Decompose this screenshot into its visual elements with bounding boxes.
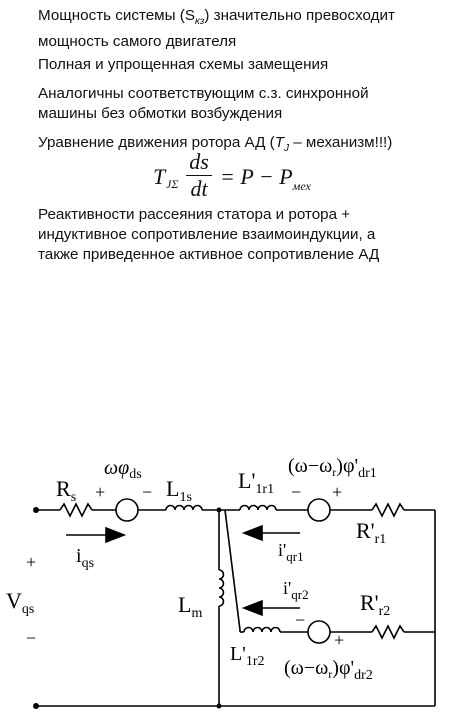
label-top-source: $(\omega-\omega_r)\varphi'_{dr1}$ — [288, 455, 377, 481]
eq-numerator: ds — [189, 149, 209, 174]
eq-rhs-text: = P − P — [220, 164, 293, 189]
eq-T: T — [153, 164, 166, 189]
p1-text-end: ) значительно превосходит — [204, 7, 395, 24]
source-top-rotor — [308, 499, 330, 521]
inductor-l1s — [166, 506, 202, 511]
label-top-src-minus: − — [291, 482, 302, 502]
terminal-bottom — [33, 703, 39, 709]
p3-line1: Аналогичны соответствующим с.з. синхронной — [38, 85, 369, 102]
p4-text: Уравнение движения ротора АД ( — [38, 134, 275, 151]
rotor-motion-equation — [150, 150, 390, 202]
label-vqs: $V_{qs}$ — [6, 588, 35, 617]
label-bottom-src-minus: − — [295, 610, 306, 630]
p5-line1: Реактивности рассеяния статора и ротора + — [38, 206, 351, 223]
resistor-rr1 — [372, 504, 404, 516]
label-rs: $R_s$ — [56, 476, 77, 505]
label-vqs-plus: + — [26, 552, 37, 572]
equivalent-circuit-diagram — [0, 430, 451, 719]
label-rr1: $R'_{r1}$ — [356, 518, 387, 547]
node-top — [217, 508, 222, 513]
label-rr2: $R'_{r2}$ — [360, 590, 391, 619]
label-rs-plus: + — [95, 482, 106, 502]
p4-T: T — [274, 134, 285, 151]
eq-rhs-sub: мех — [292, 179, 311, 193]
label-l1s: $L_{1s}$ — [166, 476, 192, 505]
label-iqs: $i_{qs}$ — [76, 545, 95, 571]
wire-diagonal-lower — [225, 510, 240, 630]
arrow-iqs-head — [106, 528, 124, 542]
paragraph-reactances — [38, 205, 444, 265]
label-iqr1: $i'_{qr1}$ — [278, 540, 304, 564]
label-src-minus: − — [142, 482, 153, 502]
eq-rhs — [220, 164, 311, 194]
p5-line3: также приведенное активное сопротивление АД — [38, 246, 380, 263]
inductor-l1r2 — [244, 628, 280, 633]
terminal-top — [33, 507, 39, 513]
label-iqr2: $i'_{qr2}$ — [283, 578, 309, 602]
resistor-rs — [60, 504, 92, 516]
arrow-iqr2-head — [244, 601, 262, 615]
p4-Tsub: J — [284, 143, 290, 155]
label-bottom-src-plus: + — [334, 630, 345, 650]
source-bottom-rotor — [308, 621, 330, 643]
eq-Tsub: JΣ — [166, 177, 179, 191]
p3-line2: машины без обмотки возбуждения — [38, 105, 283, 122]
p1-text: Мощность системы (S — [38, 7, 195, 24]
label-wphi-ds: $\omega\varphi_{ds}$ — [104, 457, 142, 482]
resistor-rr2 — [372, 626, 404, 638]
p1-line2: мощность самого двигателя — [38, 33, 237, 51]
eq-fraction — [184, 150, 214, 201]
label-l1r1: $L'_{1r1}$ — [238, 468, 275, 497]
paragraph-system-power — [38, 6, 444, 52]
arrow-iqr1-head — [244, 526, 262, 540]
p4-text-end: – механизм!!!) — [289, 134, 393, 151]
paragraph-schemes: Полная и упрощенная схемы замещения — [38, 56, 329, 73]
inductor-l1r1 — [240, 506, 276, 511]
p5-line2: индуктивное сопротивление взаимоиндукции, а — [38, 226, 376, 243]
inductor-lm — [219, 570, 224, 606]
node-bottom — [217, 704, 222, 709]
paragraph-analogous — [38, 84, 444, 124]
label-bottom-source: $(\omega-\omega_r)\varphi'_{dr2}$ — [284, 657, 373, 683]
eq-denominator: dt — [190, 176, 208, 201]
label-vqs-minus: − — [26, 628, 37, 648]
source-wphi-ds — [116, 499, 138, 521]
label-top-src-plus: + — [332, 482, 343, 502]
label-lm: $L_m$ — [178, 592, 203, 621]
p1-sub: кз — [194, 16, 205, 28]
label-l1r2: $L'_{1r2}$ — [230, 643, 265, 669]
